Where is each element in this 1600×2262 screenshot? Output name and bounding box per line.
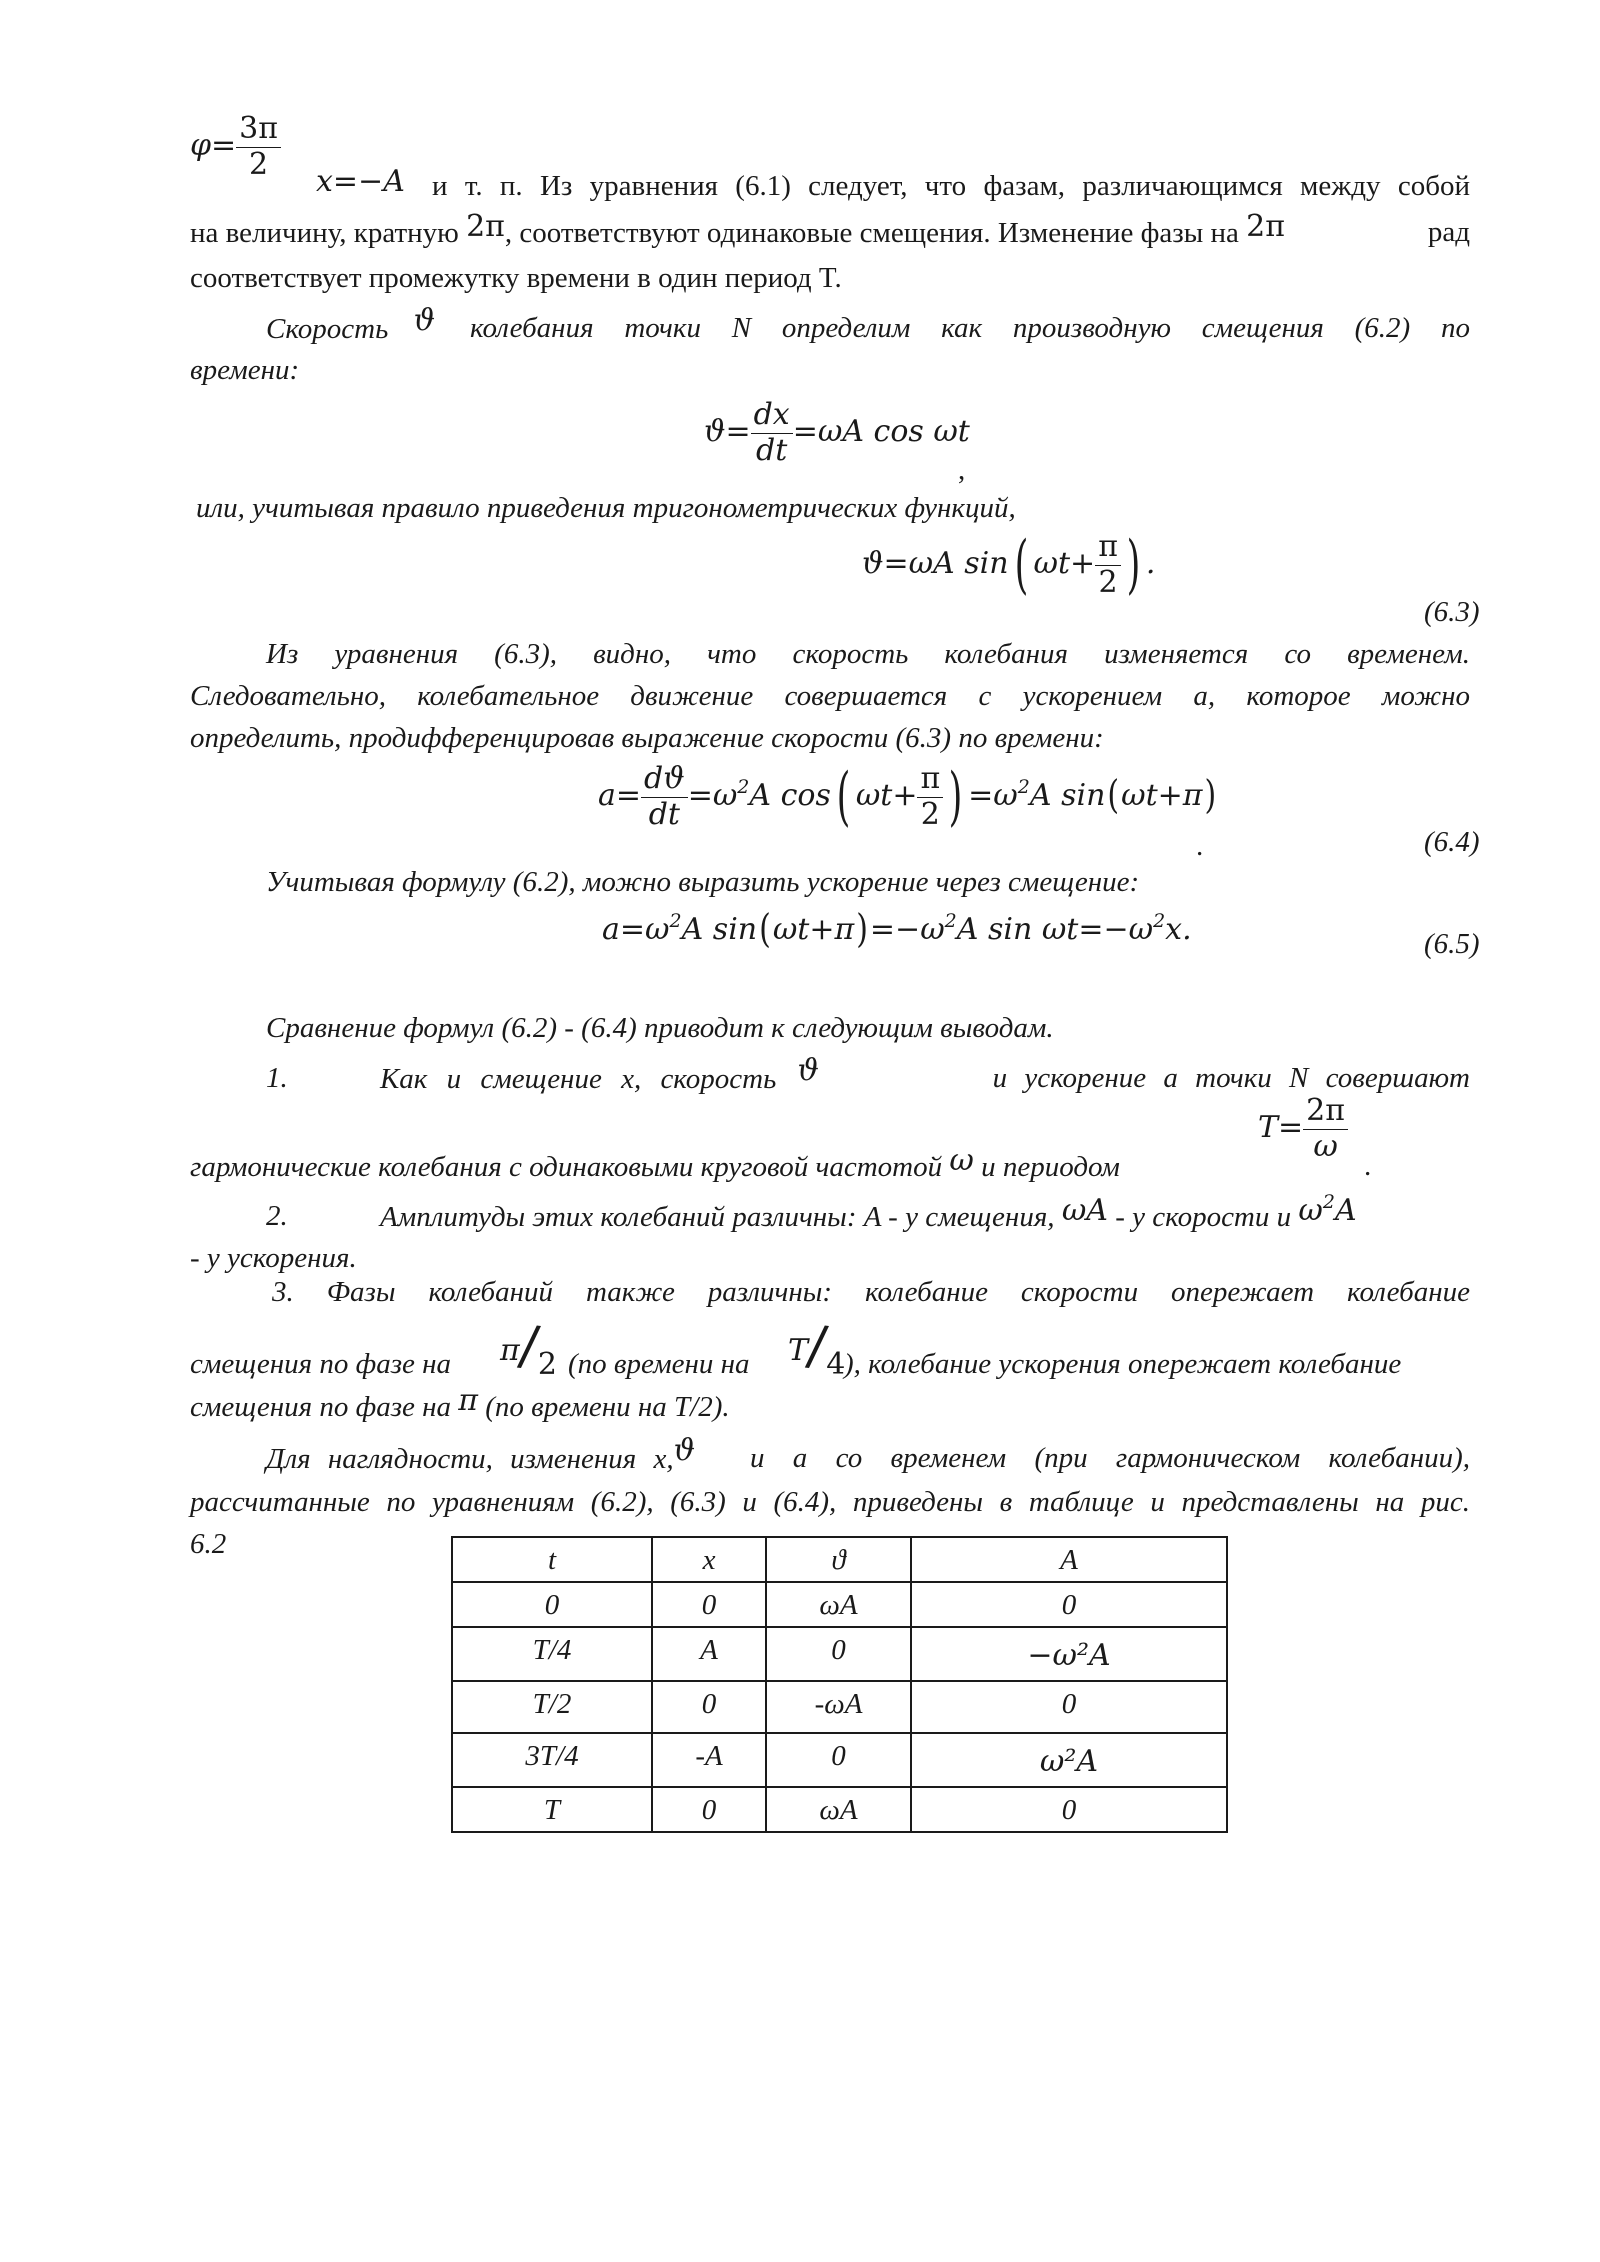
header-theta: ϑ	[766, 1537, 911, 1582]
item2-line2: - у ускорения.	[190, 1242, 357, 1274]
eq1-lhs: ϑ=	[704, 414, 751, 449]
item1-text-b: и ускорение а точки N совершают	[992, 1062, 1470, 1094]
eq2-denominator: 2	[1098, 564, 1118, 600]
T-numerator: 2π	[1303, 1094, 1348, 1130]
header-t: t	[452, 1537, 652, 1582]
equation-acceleration-displacement	[602, 906, 1192, 953]
item2-text-b: - у скорости и	[1115, 1201, 1292, 1233]
eq4-sup3: 2	[1153, 910, 1166, 932]
table-cell: 0	[452, 1582, 652, 1627]
table-cell: -A	[652, 1733, 766, 1787]
eq4-d: A sin ωt=−ω	[956, 912, 1154, 947]
eq4-sup2: 2	[944, 910, 957, 932]
table-cell: 3T/4	[452, 1733, 652, 1787]
w2-omega: ω	[1298, 1193, 1323, 1228]
small-right-paren: )	[1204, 772, 1217, 819]
equation-acceleration	[598, 762, 1218, 832]
item2-text-a: Амплитуды этих колебаний различны: A - у смещения,	[380, 1201, 1055, 1233]
eq3-pi-numerator: π	[917, 762, 943, 798]
table-row	[452, 1627, 1227, 1681]
phi-denominator: 2	[249, 146, 269, 182]
item3-line3	[190, 1383, 730, 1423]
eq3-lhs: a=	[598, 778, 642, 813]
eq3-dot: .	[1196, 830, 1204, 862]
table-cell: 0	[766, 1733, 911, 1787]
eq1-comma: ,	[958, 454, 966, 486]
table-cell: ωA	[766, 1582, 911, 1627]
equation-number-6-5: (6.5)	[1424, 928, 1480, 960]
table-cell: 0	[766, 1627, 911, 1681]
equation-number-6-3: (6.3)	[1424, 596, 1480, 628]
item1-text-a: Как и смещение x, скорость	[380, 1063, 777, 1095]
eq2-arg: ωt+	[1033, 546, 1096, 581]
small-left-paren: (	[759, 906, 771, 953]
eq2-fraction	[1095, 530, 1121, 600]
eq4-c: =−ω	[869, 912, 945, 947]
table-row	[452, 1733, 1227, 1787]
phi-formula	[190, 112, 281, 182]
eq3-sin: A sin	[1029, 778, 1106, 813]
item3-line1: 3. Фазы колебаний также различны: колебание скорости опережает колебание	[272, 1276, 1470, 1308]
item3-line2a: смещения по фазе на	[190, 1348, 452, 1380]
table-cell: 0	[911, 1681, 1227, 1733]
table-header-row	[452, 1537, 1227, 1582]
p1-line2-text-c: рад	[1427, 216, 1470, 248]
eq3-arg2: ωt+π	[1121, 778, 1203, 813]
two-pi-1: 2π	[466, 209, 505, 244]
equation-number-6-4: (6.4)	[1424, 826, 1480, 858]
eq3-sup1: 2	[737, 776, 750, 798]
eq3-cos: A cos	[749, 778, 831, 813]
header-x: x	[652, 1537, 766, 1582]
item1-text-c: гармонические колебания с одинаковыми круговой частотой	[190, 1151, 943, 1183]
table-row	[452, 1582, 1227, 1627]
left-paren: (	[1014, 528, 1028, 602]
paragraph1-line3: соответствует промежутку времени в один период T.	[190, 262, 842, 294]
eq3-denominator: dt	[648, 796, 680, 832]
eq2-dot: .	[1145, 546, 1156, 581]
fraction-slash: /	[515, 1313, 543, 1378]
p2-text-b: колебания точки N определим как производную смещения (6.2) по	[470, 312, 1470, 344]
table-cell: T/2	[452, 1681, 652, 1733]
eq3-numerator: dϑ	[641, 762, 688, 798]
table-row	[452, 1681, 1227, 1733]
eq3-pi-fraction	[917, 762, 943, 832]
f2-numerator: T	[788, 1333, 809, 1368]
p1-line2-text-b: , соответствуют одинаковые смещения. Изменение фазы на	[504, 217, 1239, 249]
item3-line2b: (по времени на	[568, 1348, 750, 1380]
eq1-fraction	[751, 398, 793, 468]
T-lhs: T=	[1258, 1110, 1304, 1145]
theta-symbol: ϑ	[413, 303, 436, 338]
phi-fraction	[236, 112, 281, 182]
small-right-paren: )	[856, 906, 868, 953]
paragraph5: Учитывая формулу (6.2), можно выразить ускорение через смещение:	[266, 866, 1140, 898]
table-cell: T	[452, 1787, 652, 1832]
eq1-denominator: dt	[756, 432, 788, 468]
p2-text-a: Скорость	[266, 313, 389, 345]
header-a: A	[911, 1537, 1227, 1582]
paragraph1-line2	[190, 209, 1470, 249]
phi-lhs: φ=	[190, 128, 237, 163]
f1-denominator: 2	[537, 1347, 558, 1382]
item1-text-d: и периодом	[981, 1151, 1120, 1183]
table-cell: 0	[652, 1787, 766, 1832]
table-cell: 0	[911, 1582, 1227, 1627]
item2-number: 2.	[266, 1200, 288, 1232]
item3-text-a: смещения по фазе на	[190, 1391, 452, 1423]
table-cell: T/4	[452, 1627, 652, 1681]
item1-dot: .	[1364, 1150, 1372, 1182]
T-over-4-fraction	[788, 1313, 846, 1382]
paragraph2-line2: времени:	[190, 354, 300, 386]
eq4-a: a=ω	[602, 912, 670, 947]
equation-velocity	[704, 398, 970, 468]
item3-line2c: ), колебание ускорения опережает колебание	[844, 1348, 1402, 1380]
paragraph3: или, учитывая правило приведения тригонометрических функций,	[196, 492, 1016, 524]
eq3-arg1: ωt+	[855, 778, 918, 813]
theta-symbol: ϑ	[673, 1433, 696, 1468]
w2-A: A	[1334, 1193, 1357, 1228]
table-cell: ω²A	[911, 1733, 1227, 1787]
f1-numerator: π	[500, 1333, 520, 1368]
eq3-omega2: =ω	[968, 778, 1018, 813]
paragraph7-line1	[266, 1433, 1470, 1475]
right-paren: )	[1126, 528, 1141, 602]
p7-text-b: и а со временем (при гармоническом колебании),	[750, 1442, 1470, 1474]
p1-line2-text-a: на величину, кратную	[190, 217, 459, 249]
eq3-omega1: =ω	[687, 778, 738, 813]
eq4-sup1: 2	[669, 910, 682, 932]
omega-symbol: ω	[949, 1143, 974, 1178]
paragraph4-line2: Следовательно, колебательное движение совершается с ускорением а, которое можно	[190, 680, 1470, 712]
item1-number: 1.	[266, 1062, 288, 1094]
f2-denominator: 4	[826, 1347, 846, 1382]
paragraph2-line1	[266, 303, 1470, 345]
table-cell: −ω²A	[911, 1627, 1227, 1681]
eq4-e: x	[1165, 912, 1183, 947]
table-row	[452, 1787, 1227, 1832]
paragraph4-line1: Из уравнения (6.3), видно, что скорость колебания изменяется со временем.	[266, 638, 1470, 670]
pi-over-2-fraction	[500, 1313, 558, 1382]
paragraph6: Сравнение формул (6.2) - (6.4) приводит к следующим выводам.	[266, 1012, 1054, 1044]
fraction-slash: /	[803, 1313, 831, 1378]
table-cell: 0	[652, 1681, 766, 1733]
p7-text-a: Для наглядности, изменения x,	[266, 1443, 674, 1475]
eq4-b: A sin	[681, 912, 758, 947]
omega-squared-A	[1298, 1193, 1356, 1228]
paragraph7-line2: рассчитанные по уравнениям (6.2), (6.3) и (6.4), приведены в таблице и представлены на рис.	[190, 1486, 1470, 1518]
paragraph7-line3: 6.2	[190, 1528, 227, 1560]
item1-line2	[190, 1143, 1120, 1183]
theta-symbol: ϑ	[797, 1053, 819, 1088]
eq2-lhs: ϑ=ωA sin	[862, 546, 1009, 581]
eq4-arg: ωt+π	[772, 912, 855, 947]
eq1-numerator: dx	[751, 398, 793, 434]
right-paren: )	[948, 760, 963, 834]
eq4-dot: .	[1182, 912, 1192, 947]
item2-line1	[380, 1191, 1357, 1233]
x-formula: x=−A	[316, 164, 405, 199]
small-left-paren: (	[1107, 772, 1120, 819]
eq3-fraction	[641, 762, 688, 832]
eq3-sup2: 2	[1017, 776, 1030, 798]
pi-symbol: π	[458, 1383, 478, 1418]
two-pi-2: 2π	[1246, 209, 1285, 244]
table-cell: 0	[652, 1582, 766, 1627]
T-denominator: ω	[1313, 1128, 1338, 1164]
eq2-numerator: π	[1095, 530, 1121, 566]
paragraph4-line3: определить, продифференцировав выражение скорости (6.3) по времени:	[190, 722, 1104, 754]
eq3-pi-denominator: 2	[920, 796, 940, 832]
paragraph1-line1: и т. п. Из уравнения (6.1) следует, что фазам, различающимся между собой	[432, 170, 1470, 202]
table-cell: ωA	[766, 1787, 911, 1832]
values-table	[451, 1536, 1228, 1833]
period-formula	[1258, 1094, 1348, 1164]
table-cell: -ωA	[766, 1681, 911, 1733]
phi-numerator: 3π	[236, 112, 281, 148]
eq1-rhs: =ωA cos ωt	[792, 414, 970, 449]
item1-line1	[380, 1053, 1470, 1095]
left-paren: (	[836, 760, 851, 834]
item3-text-b: (по времени на T/2).	[485, 1391, 730, 1423]
T-fraction	[1303, 1094, 1348, 1164]
table-cell: A	[652, 1627, 766, 1681]
w2-sup: 2	[1322, 1191, 1335, 1213]
omega-A: ωA	[1061, 1193, 1108, 1228]
table-cell: 0	[911, 1787, 1227, 1832]
equation-velocity-sin	[862, 530, 1155, 600]
